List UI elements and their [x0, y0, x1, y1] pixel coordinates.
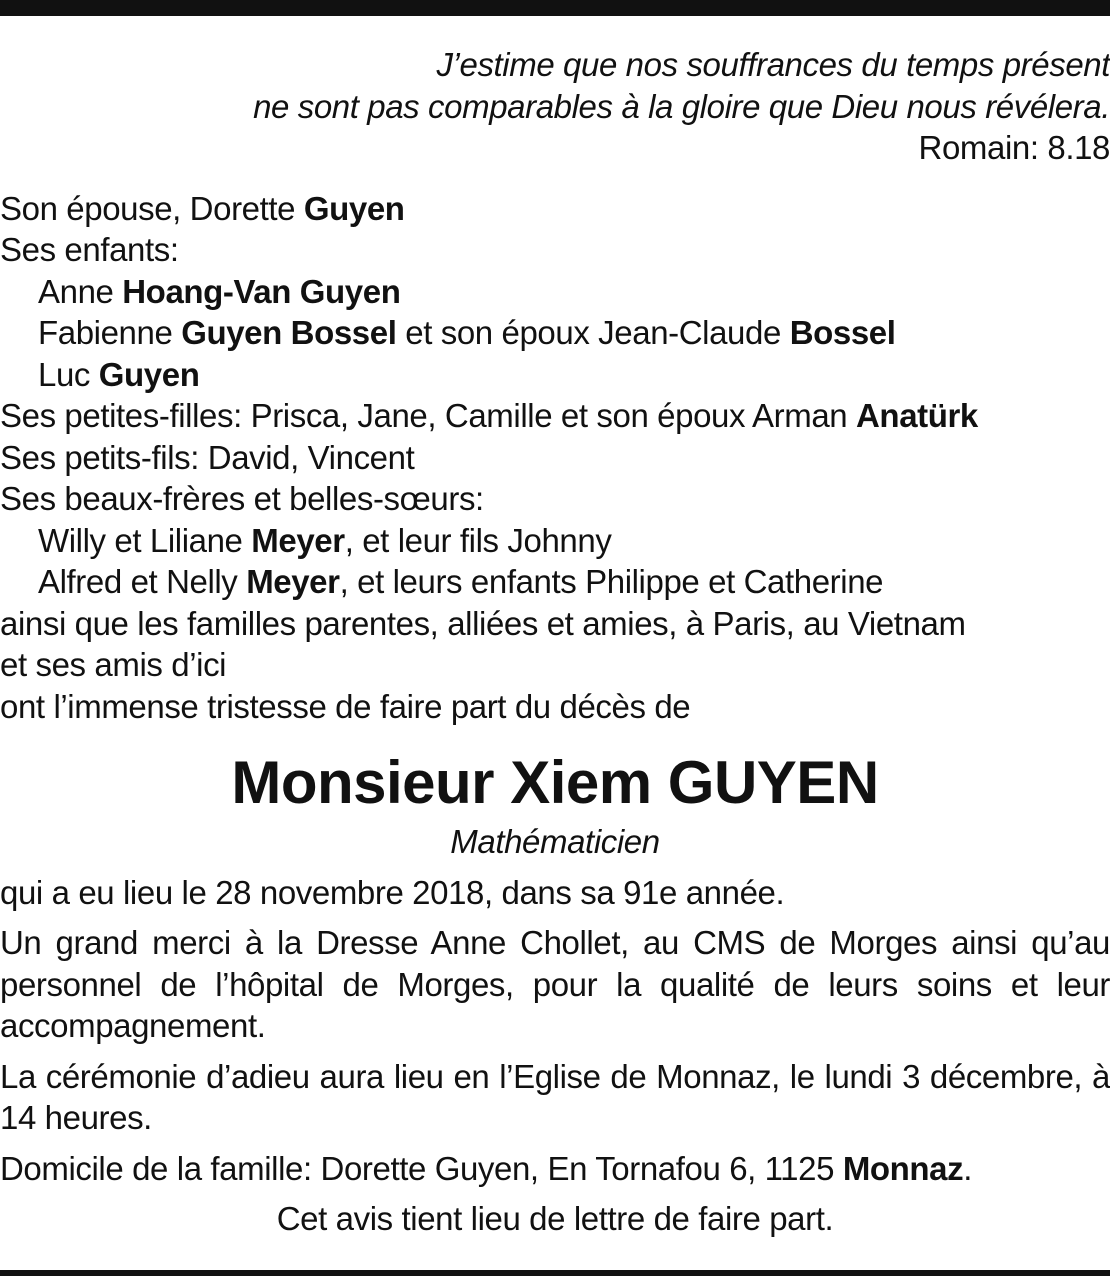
child-2-first-name: Fabienne [38, 314, 182, 351]
epigraph-line-1: J’estime que nos souffrances du temps présent [436, 46, 1110, 83]
inlaw-1-suffix: , et leur fils Johnny [344, 521, 612, 559]
friends-line: et ses amis d’ici [0, 646, 227, 683]
inlaw-2-names: Alfred et Nelly [38, 563, 247, 600]
ceremony-paragraph: La cérémonie d’adieu aura lieu en l’Eglise de Monnaz, le lundi 3 décembre, à 14 heures. [0, 1057, 1110, 1136]
child-2-surname: Guyen Bossel [181, 314, 397, 351]
death-info: qui a eu lieu le 28 novembre 2018, dans sa 91e année. [0, 873, 785, 911]
domicile-line [0, 1148, 1110, 1190]
child-2-spouse-text: et son époux Jean-Claude [396, 314, 790, 351]
child-3-first-name: Luc [38, 355, 99, 393]
announcement-line: ont l’immense tristesse de faire part du décès de [0, 687, 691, 725]
child-2-spouse-surname: Bossel [789, 314, 896, 351]
child-line-1 [0, 271, 1110, 313]
domicile-period: . [963, 1149, 973, 1187]
obituary-notice [0, 44, 1110, 1240]
inlaw-1-surname: Meyer [251, 521, 345, 559]
grandsons-line: Ses petits-fils: David, Vincent [0, 438, 415, 476]
inlaws-label: Ses beaux-frères et belles-sœurs: [0, 480, 484, 517]
bottom-border-rule [0, 1270, 1110, 1276]
granddaughters-surname: Anatürk [856, 397, 978, 434]
closing-note: Cet avis tient lieu de lettre de faire part. [276, 1200, 834, 1237]
granddaughters-text: Ses petites-filles: Prisca, Jane, Camille et son époux Arman [0, 397, 856, 434]
child-1-first-name: Anne [38, 272, 123, 310]
spouse-line [0, 188, 1110, 230]
deceased-profession: Mathématicien [450, 823, 660, 860]
epigraph-reference: Romain: 8.18 [918, 129, 1110, 166]
domicile-address: Domicile de la famille: Dorette Guyen, En Tornafou 6, 1125 [0, 1149, 843, 1187]
spouse-text: Son épouse, Dorette [0, 189, 304, 227]
child-line-2 [0, 312, 1110, 354]
domicile-town: Monnaz [842, 1149, 964, 1187]
spacer [0, 169, 1110, 188]
child-line-3 [0, 354, 1110, 396]
child-3-surname: Guyen [98, 355, 200, 393]
children-label: Ses enfants: [0, 231, 179, 268]
inlaw-2-suffix: , et leurs enfants Philippe et Catherine [339, 563, 884, 600]
top-border-rule [0, 0, 1110, 16]
thanks-paragraph: Un grand merci à la Dresse Anne Chollet, au CMS de Morges ainsi qu’au personnel de l’hôpital de Morges, pour la qualité de leurs soins et leur accompagnement. [0, 924, 1110, 1044]
inlaw-2-surname: Meyer [246, 563, 340, 600]
child-1-surname: Hoang-Van Guyen [122, 272, 401, 310]
spouse-surname: Guyen [303, 189, 405, 227]
granddaughters-line [0, 395, 1110, 437]
inlaw-line-2 [0, 561, 1110, 603]
epigraph-line-2: ne sont pas comparables à la gloire que Dieu nous révélera. [253, 87, 1110, 125]
deceased-name: Monsieur Xiem GUYEN [231, 749, 879, 816]
inlaw-1-names: Willy et Liliane [38, 521, 252, 559]
relatives-line: ainsi que les familles parentes, alliées et amies, à Paris, au Vietnam [0, 604, 966, 642]
inlaw-line-1 [0, 520, 1110, 562]
